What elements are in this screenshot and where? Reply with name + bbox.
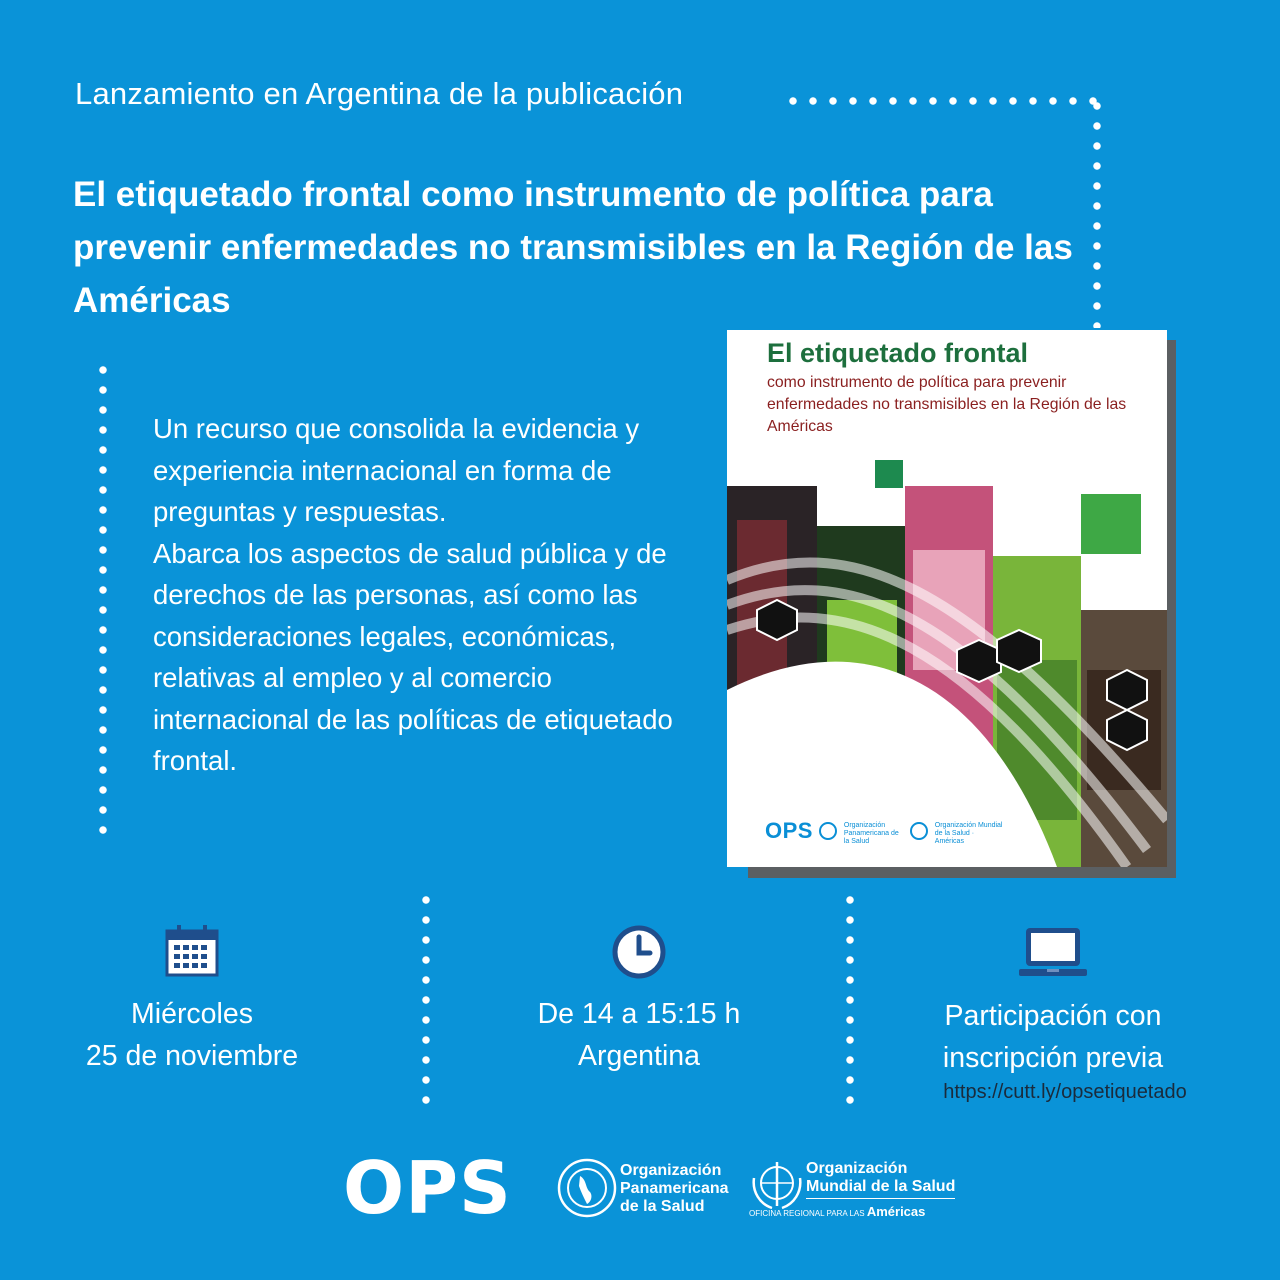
registration-url-link[interactable]: https://cutt.ly/opsetiquetado	[943, 1081, 1187, 1103]
book-cover	[727, 330, 1167, 867]
event-time-range: De 14 a 15:15 h	[537, 998, 741, 1030]
paho-name-line-3: de la Salud	[620, 1198, 705, 1215]
publication-title: El etiquetado frontal como instrumento de política para prevenir enfermedades no transmisibles en la Región de las Américas	[73, 175, 1073, 320]
description-paragraph-2: Abarca los aspectos de salud pública y de derechos de las personas, así como las consideraciones legales, económicas, relativas al empleo y al comercio internacional de las políticas de etiquetado frontal.	[153, 537, 673, 776]
book-cover-logos	[765, 818, 1005, 846]
book-who-name: Organización Mundial de la Salud · Américas	[934, 821, 1003, 845]
cover-square-dark	[875, 460, 903, 488]
who-region-prefix: OFICINA REGIONAL PARA LAS	[749, 1209, 865, 1218]
who-name	[806, 1160, 955, 1199]
dotted-divider-1	[421, 890, 431, 1104]
registration-line-2: inscripción previa	[942, 1042, 1164, 1074]
cover-square-light	[1081, 494, 1141, 554]
event-date-day: 25 de noviembre	[85, 1040, 299, 1072]
book-paho-emblem-icon	[819, 822, 837, 840]
publication-description	[153, 408, 693, 782]
calendar-icon	[165, 925, 219, 977]
book-ops-logo: OPS	[765, 818, 813, 843]
dotted-divider-2	[845, 890, 855, 1104]
clock-icon	[612, 925, 666, 979]
who-name-line-2: Mundial de la Salud	[806, 1178, 955, 1199]
event-subtitle: Lanzamiento en Argentina de la publicación	[75, 76, 684, 111]
book-paho-name: Organización Panamericana de la Salud	[843, 821, 899, 845]
paho-name-line-1: Organización	[620, 1162, 722, 1179]
book-who-emblem-icon	[910, 822, 928, 840]
footer-logos	[343, 1146, 956, 1232]
dotted-line-left	[98, 360, 108, 838]
registration-line-1: Participación con	[944, 1000, 1162, 1032]
who-region-name: Américas	[866, 1204, 926, 1219]
book-cover-photo-collage	[727, 460, 1167, 867]
dotted-line-top	[783, 96, 1103, 106]
event-date	[27, 925, 357, 1077]
event-registration	[888, 925, 1218, 1105]
paho-name-line-2: Panamericana	[620, 1180, 729, 1197]
book-cover-title: El etiquetado frontal	[767, 338, 1029, 368]
paho-emblem-icon	[557, 1158, 617, 1218]
ops-logo: OPS	[343, 1146, 512, 1230]
description-paragraph-1: Un recurso que consolida la evidencia y experiencia internacional en forma de preguntas y respuestas.	[153, 413, 640, 527]
paho-name	[620, 1162, 729, 1216]
book-cover-subtitle: como instrumento de política para prevenir enfermedades no transmisibles en la Región de las Américas	[767, 374, 1127, 435]
who-name-line-1: Organización	[806, 1160, 908, 1177]
event-date-weekday: Miércoles	[131, 998, 253, 1030]
event-time	[474, 925, 804, 1077]
laptop-icon	[1019, 925, 1087, 979]
dotted-line-right	[1092, 96, 1102, 328]
who-region	[749, 1204, 925, 1219]
event-time-zone: Argentina	[577, 1040, 700, 1072]
